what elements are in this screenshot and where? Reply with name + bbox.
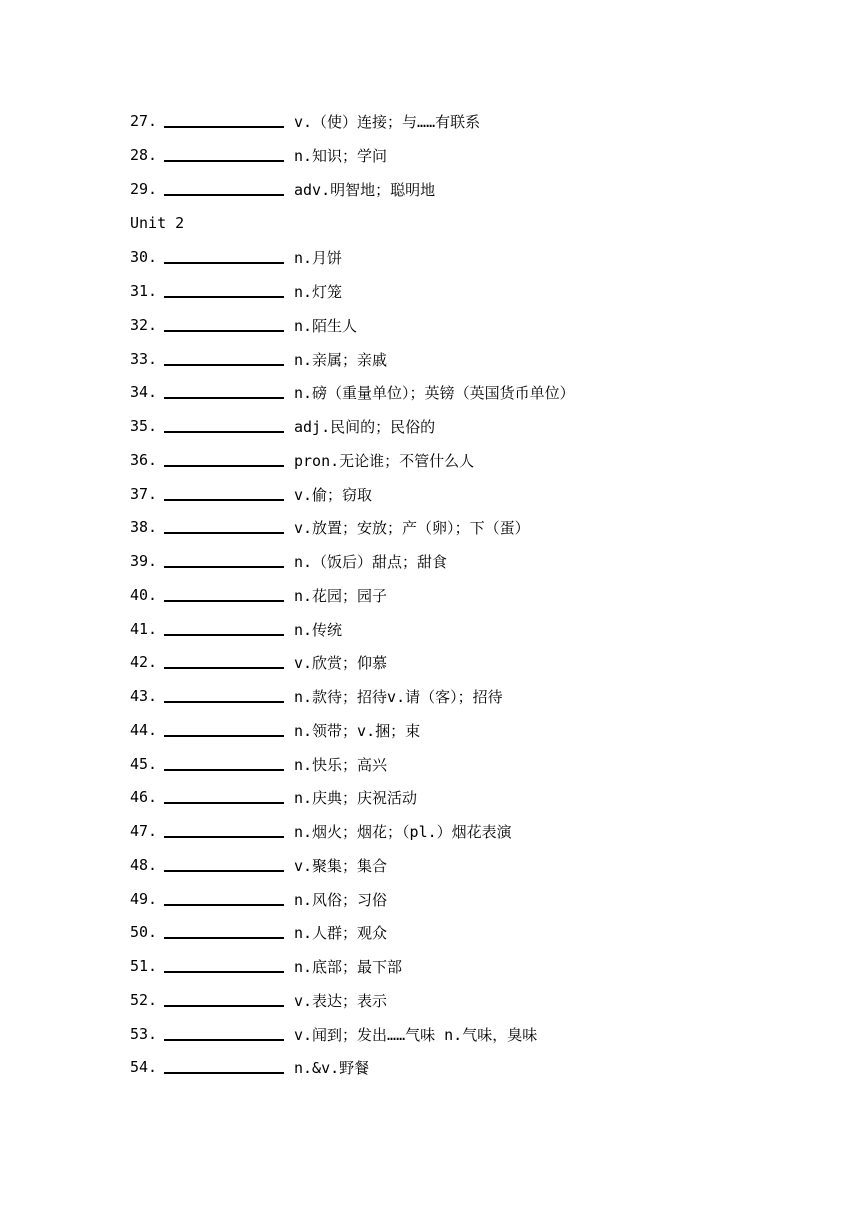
vocab-item xyxy=(130,313,357,337)
vocab-item xyxy=(130,245,342,269)
item-number: 36. xyxy=(130,451,158,469)
item-number: 53. xyxy=(130,1025,158,1043)
vocab-item xyxy=(130,853,387,877)
item-definition: v.聚集；集合 xyxy=(294,856,388,875)
vocab-item xyxy=(130,1022,537,1046)
answer-blank[interactable] xyxy=(164,1056,284,1074)
section-header: Unit 2 xyxy=(130,214,185,232)
item-number: 37. xyxy=(130,485,158,503)
vocab-item xyxy=(130,650,387,674)
item-number: 44. xyxy=(130,721,158,739)
item-number: 30. xyxy=(130,248,158,266)
item-number: 51. xyxy=(130,957,158,975)
item-definition: n.庆典；庆祝活动 xyxy=(294,788,418,807)
item-number: 40. xyxy=(130,586,158,604)
item-number: 48. xyxy=(130,856,158,874)
answer-blank[interactable] xyxy=(164,888,284,906)
item-number: 41. xyxy=(130,620,158,638)
item-definition: v.表达；表示 xyxy=(294,991,388,1010)
item-number: 47. xyxy=(130,822,158,840)
item-definition: v.偷；窃取 xyxy=(294,485,373,504)
answer-blank[interactable] xyxy=(164,415,284,433)
answer-blank[interactable] xyxy=(164,921,284,939)
vocab-item xyxy=(130,785,417,809)
answer-blank[interactable] xyxy=(164,955,284,973)
vocab-item xyxy=(130,583,387,607)
vocab-item xyxy=(130,988,387,1012)
answer-blank[interactable] xyxy=(164,280,284,298)
item-definition: n.知识；学问 xyxy=(294,146,388,165)
vocab-item xyxy=(130,347,387,371)
answer-blank[interactable] xyxy=(164,719,284,737)
item-definition: n.烟火；烟花；（pl.）烟花表演 xyxy=(294,822,512,841)
answer-blank[interactable] xyxy=(164,178,284,196)
answer-blank[interactable] xyxy=(164,246,284,264)
answer-blank[interactable] xyxy=(164,584,284,602)
item-number: 34. xyxy=(130,383,158,401)
item-definition: n.花园；园子 xyxy=(294,586,388,605)
item-definition: v.放置；安放；产（卵）；下（蛋） xyxy=(294,518,530,537)
vocab-item xyxy=(130,684,503,708)
item-number: 27. xyxy=(130,112,158,130)
item-definition: n.人群；观众 xyxy=(294,923,388,942)
vocab-item xyxy=(130,515,530,539)
item-number: 52. xyxy=(130,991,158,1009)
vocab-item xyxy=(130,549,447,573)
answer-blank[interactable] xyxy=(164,786,284,804)
item-definition: n.亲属；亲戚 xyxy=(294,350,388,369)
vocab-item xyxy=(130,380,575,404)
vocab-item xyxy=(130,109,480,133)
vocab-item xyxy=(130,718,420,742)
item-definition: n.（饭后）甜点；甜食 xyxy=(294,552,448,571)
vocab-item xyxy=(130,414,435,438)
item-number: 38. xyxy=(130,518,158,536)
answer-blank[interactable] xyxy=(164,618,284,636)
answer-blank[interactable] xyxy=(164,348,284,366)
item-definition: n.风俗；习俗 xyxy=(294,890,388,909)
item-number: 42. xyxy=(130,653,158,671)
item-definition: n.磅（重量单位）；英镑（英国货币单位） xyxy=(294,383,575,402)
answer-blank[interactable] xyxy=(164,110,284,128)
answer-blank[interactable] xyxy=(164,685,284,703)
item-number: 35. xyxy=(130,417,158,435)
vocab-item xyxy=(130,177,435,201)
answer-blank[interactable] xyxy=(164,314,284,332)
answer-blank[interactable] xyxy=(164,483,284,501)
answer-blank[interactable] xyxy=(164,516,284,534)
vocab-item xyxy=(130,1055,369,1079)
answer-blank[interactable] xyxy=(164,144,284,162)
vocab-item xyxy=(130,752,387,776)
answer-blank[interactable] xyxy=(164,989,284,1007)
answer-blank[interactable] xyxy=(164,854,284,872)
item-number: 54. xyxy=(130,1058,158,1076)
answer-blank[interactable] xyxy=(164,753,284,771)
vocab-item xyxy=(130,819,512,843)
item-definition: adj.民间的；民俗的 xyxy=(294,417,436,436)
vocab-item xyxy=(130,887,387,911)
vocab-item xyxy=(130,143,387,167)
item-number: 46. xyxy=(130,788,158,806)
item-number: 49. xyxy=(130,890,158,908)
item-number: 50. xyxy=(130,923,158,941)
answer-blank[interactable] xyxy=(164,651,284,669)
item-number: 32. xyxy=(130,316,158,334)
item-definition: n.领带；v.捆；束 xyxy=(294,721,421,740)
item-number: 33. xyxy=(130,350,158,368)
item-number: 31. xyxy=(130,282,158,300)
item-definition: pron.无论谁；不管什么人 xyxy=(294,451,475,470)
item-definition: n.款待；招待v.请（客）；招待 xyxy=(294,687,503,706)
item-definition: n.陌生人 xyxy=(294,316,358,335)
item-definition: n.底部；最下部 xyxy=(294,957,403,976)
item-number: 39. xyxy=(130,552,158,570)
item-number: 45. xyxy=(130,755,158,773)
answer-blank[interactable] xyxy=(164,1023,284,1041)
item-definition: v.闻到；发出……气味 n.气味，臭味 xyxy=(294,1025,538,1044)
answer-blank[interactable] xyxy=(164,820,284,838)
item-number: 28. xyxy=(130,146,158,164)
item-definition: v.（使）连接；与……有联系 xyxy=(294,112,481,131)
vocab-item xyxy=(130,954,402,978)
item-definition: n.&v.野餐 xyxy=(294,1058,370,1077)
vocab-item xyxy=(130,920,387,944)
answer-blank[interactable] xyxy=(164,381,284,399)
item-definition: n.传统 xyxy=(294,620,343,639)
item-number: 29. xyxy=(130,180,158,198)
vocab-item xyxy=(130,279,342,303)
item-definition: n.快乐；高兴 xyxy=(294,755,388,774)
item-definition: n.灯笼 xyxy=(294,282,343,301)
item-definition: adv.明智地；聪明地 xyxy=(294,180,436,199)
vocab-item xyxy=(130,448,474,472)
item-definition: n.月饼 xyxy=(294,248,343,267)
item-number: 43. xyxy=(130,687,158,705)
item-definition: v.欣赏；仰慕 xyxy=(294,653,388,672)
answer-blank[interactable] xyxy=(164,449,284,467)
vocab-item xyxy=(130,617,342,641)
answer-blank[interactable] xyxy=(164,550,284,568)
vocab-item xyxy=(130,482,372,506)
